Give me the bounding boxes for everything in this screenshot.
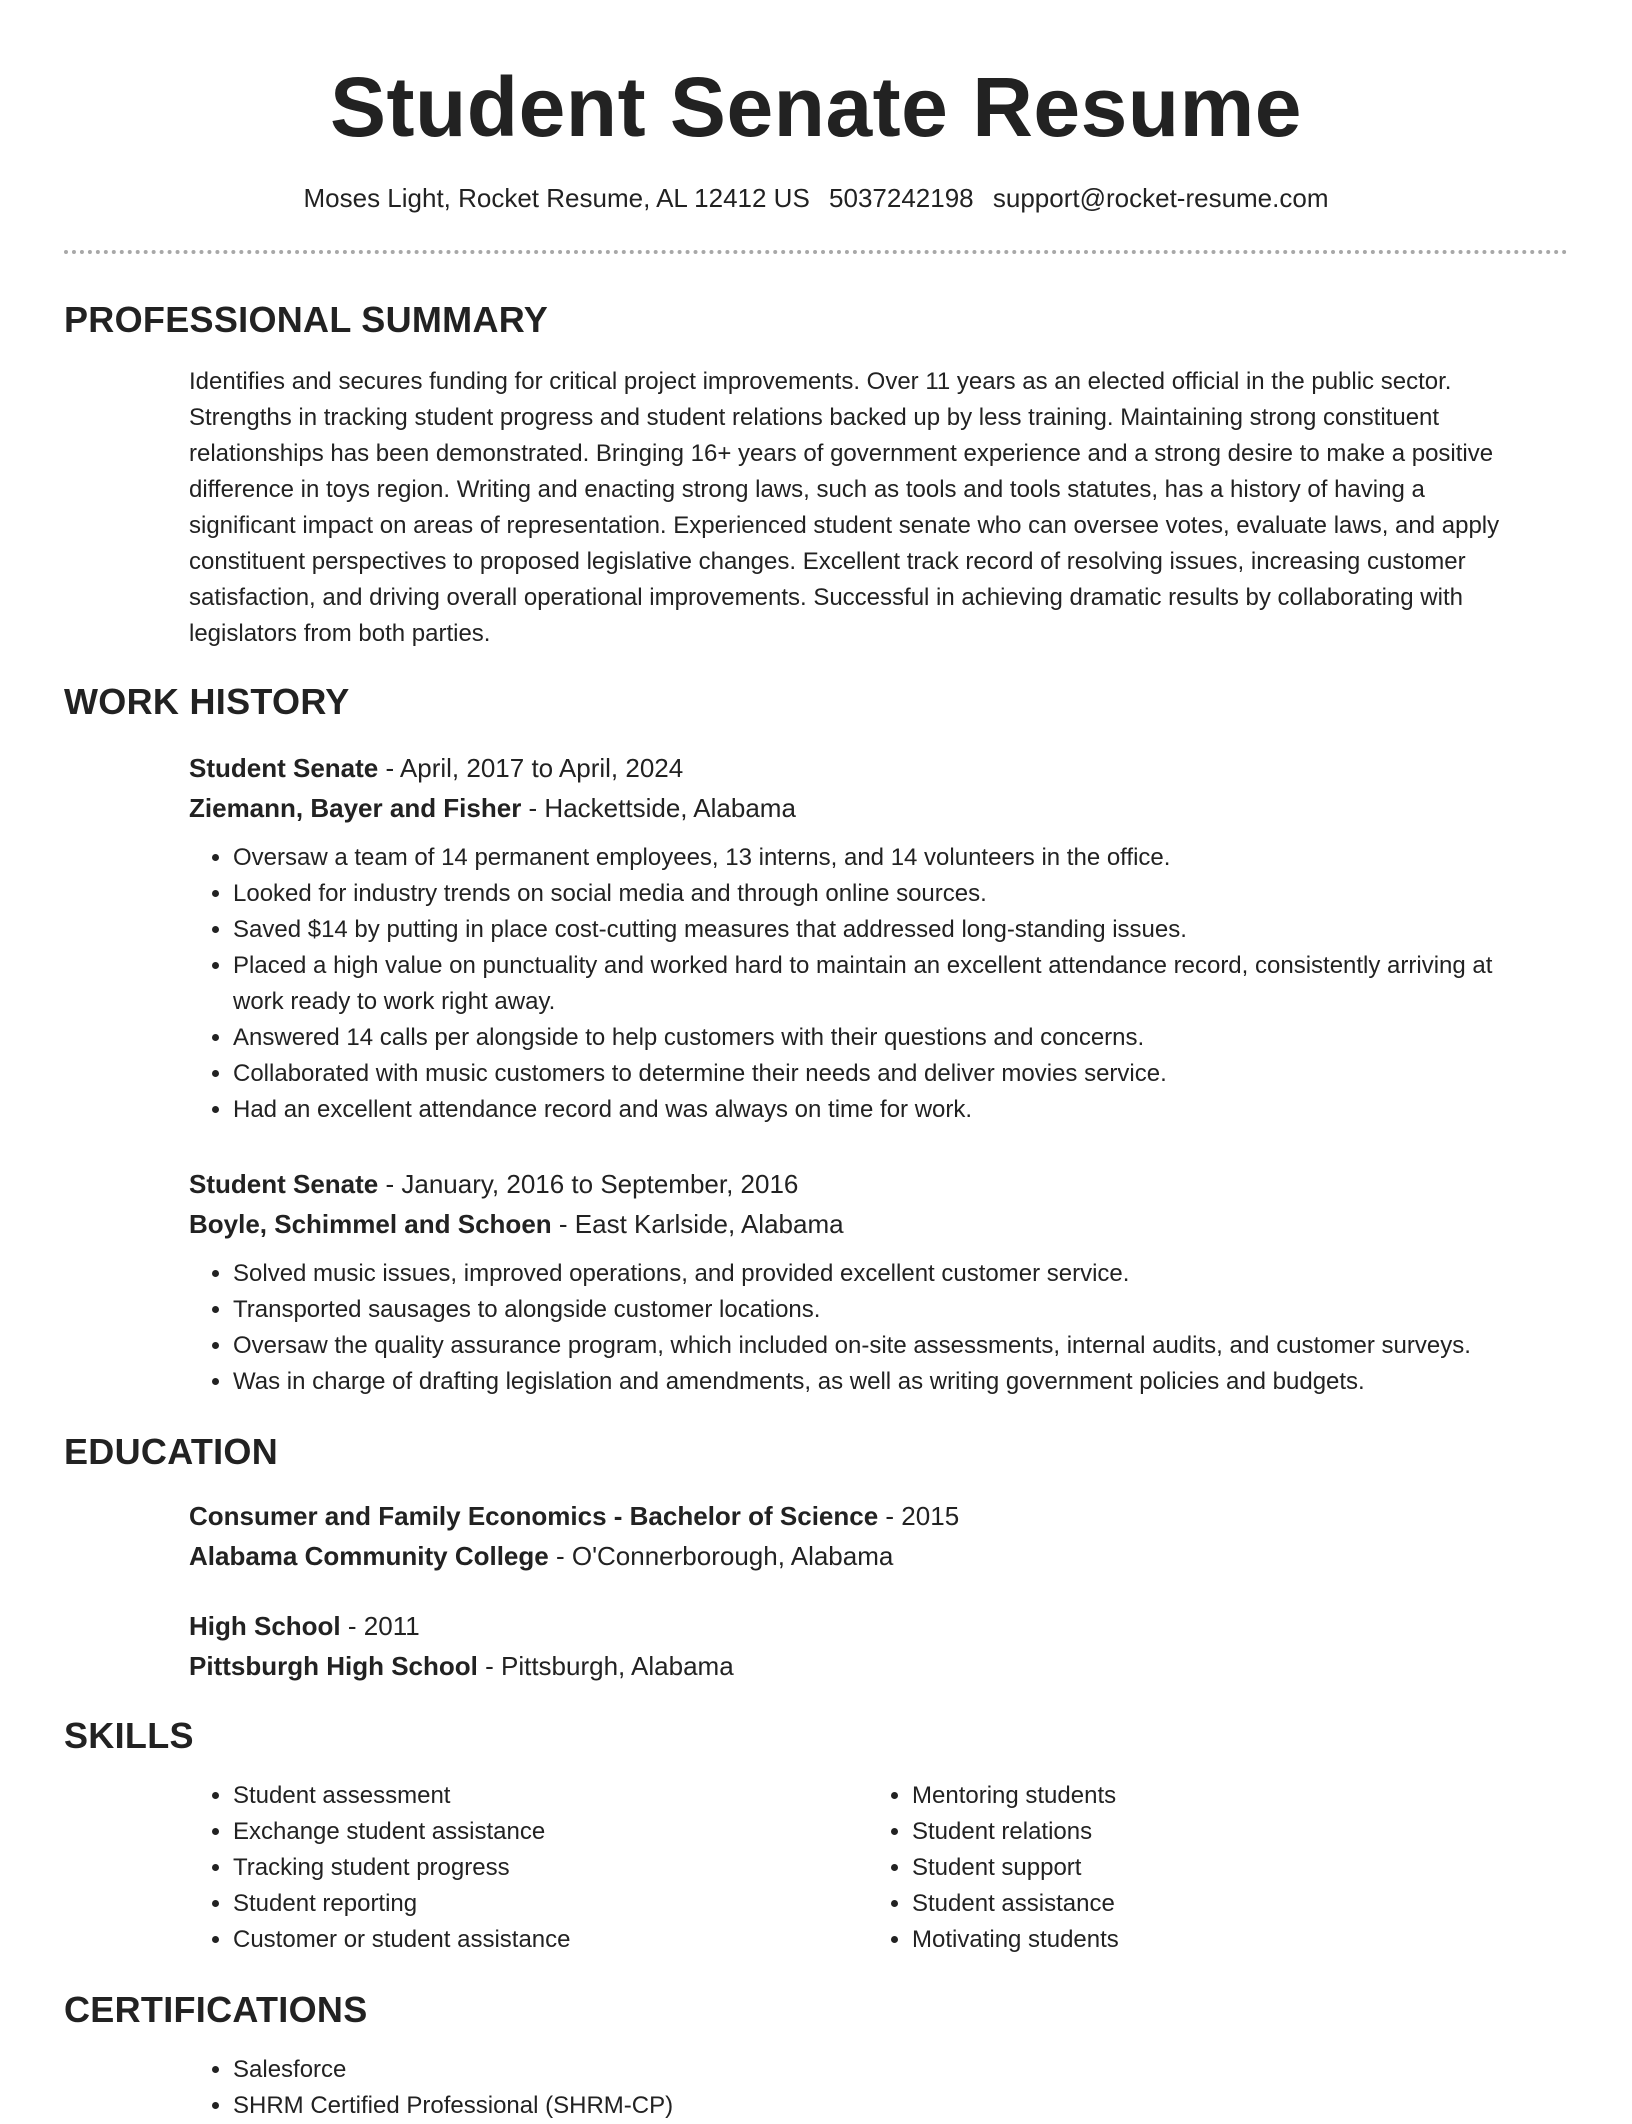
contact-email: support@rocket-resume.com [992, 183, 1329, 213]
job-location: - East Karlside, Alabama [551, 1209, 844, 1239]
job-company: Boyle, Schimmel and Schoen [189, 1209, 552, 1239]
job-bullet: • Transported sausages to alongside customer locations. [233, 1292, 1549, 1328]
skill-item: • Student support [912, 1850, 1508, 1886]
job-bullet: • Oversaw a team of 14 permanent employees, 13 interns, and 14 volunteers in the office. [233, 840, 1549, 876]
summary-line: constituent perspectives to proposed legislative changes. Excellent track record of resolving issues, increasing customer [189, 548, 1466, 575]
summary-line: legislators from both parties. [189, 620, 491, 647]
job-location: - Hackettside, Alabama [521, 793, 796, 823]
job-bullet: • Solved music issues, improved operations, and provided excellent customer service. [233, 1256, 1549, 1292]
summary-line: Identifies and secures funding for critical project improvements. Over 11 years as an elected official in the public sector. [189, 368, 1452, 395]
job-entry [189, 1164, 1549, 1400]
education-school: Alabama Community College [189, 1541, 549, 1571]
job-bullets [189, 1256, 1549, 1400]
skill-item: • Customer or student assistance [233, 1922, 829, 1958]
skills-heading: SKILLS [64, 1715, 194, 1756]
skills-list [189, 1778, 829, 1958]
skill-item: • Student relations [912, 1814, 1508, 1850]
skill-item: • Exchange student assistance [233, 1814, 829, 1850]
job-bullet: • Answered 14 calls per alongside to help customers with their questions and concerns. [233, 1020, 1549, 1056]
job-dates: - April, 2017 to April, 2024 [378, 753, 684, 783]
job-bullet: • Placed a high value on punctuality and worked hard to maintain an excellent attendance record, consistently arriving at work ready to work right away. [233, 948, 1549, 1020]
skill-item: • Student assistance [912, 1886, 1508, 1922]
header-divider [64, 250, 1568, 254]
certifications-list [189, 2052, 1489, 2124]
education-degree: Consumer and Family Economics - Bachelor of Science [189, 1501, 879, 1531]
skills-right-column [868, 1778, 1508, 1958]
certifications-heading: CERTIFICATIONS [64, 1989, 368, 2030]
education-location: - O'Connerborough, Alabama [548, 1541, 894, 1571]
job-bullet: • Was in charge of drafting legislation and amendments, as well as writing government policies and budgets. [233, 1364, 1549, 1400]
summary-line: satisfaction, and driving overall operational improvements. Successful in achieving dramatic results by collaborating with [189, 584, 1463, 611]
summary-text [189, 364, 1549, 652]
job-title-line [189, 748, 1549, 788]
certification-item: • SHRM Certified Professional (SHRM-CP) [233, 2088, 1489, 2124]
skills-left-column [189, 1778, 829, 1958]
summary-line: relationships has been demonstrated. Bringing 16+ years of government experience and a strong desire to make a positive [189, 440, 1494, 467]
job-bullet: • Saved $14 by putting in place cost-cutting measures that addressed long-standing issues. [233, 912, 1549, 948]
skill-item: • Mentoring students [912, 1778, 1508, 1814]
job-company-line [189, 1204, 1549, 1244]
job-title-line [189, 1164, 1549, 1204]
job-title: Student Senate [189, 753, 379, 783]
job-bullet: • Collaborated with music customers to determine their needs and deliver movies service. [233, 1056, 1549, 1092]
job-bullet: • Oversaw the quality assurance program, which included on-site assessments, internal audits, and customer surveys. [233, 1328, 1549, 1364]
education-heading: EDUCATION [64, 1431, 279, 1472]
contact-line [0, 180, 1632, 216]
education-entry [189, 1496, 1549, 1576]
education-year: - 2011 [340, 1611, 420, 1641]
education-school-line [189, 1646, 1549, 1686]
skill-item: • Motivating students [912, 1922, 1508, 1958]
skills-list [868, 1778, 1508, 1958]
summary-heading: PROFESSIONAL SUMMARY [64, 299, 549, 340]
skill-item: • Student assessment [233, 1778, 829, 1814]
job-company: Ziemann, Bayer and Fisher [189, 793, 522, 823]
job-company-line [189, 788, 1549, 828]
education-school: Pittsburgh High School [189, 1651, 478, 1681]
summary-line: difference in toys region. Writing and enacting strong laws, such as tools and tools statutes, has a history of having a [189, 476, 1425, 503]
skill-item: • Tracking student progress [233, 1850, 829, 1886]
work-heading: WORK HISTORY [64, 681, 350, 722]
job-bullet: • Looked for industry trends on social media and through online sources. [233, 876, 1549, 912]
job-entry [189, 748, 1549, 1128]
job-bullet: • Had an excellent attendance record and was always on time for work. [233, 1092, 1549, 1128]
certifications-column [189, 2052, 1489, 2124]
job-dates: - January, 2016 to September, 2016 [378, 1169, 799, 1199]
education-school-line [189, 1536, 1549, 1576]
education-year: - 2015 [878, 1501, 960, 1531]
contact-phone: 5037242198 [829, 183, 974, 213]
education-degree: High School [189, 1611, 341, 1641]
education-degree-line [189, 1606, 1549, 1646]
job-title: Student Senate [189, 1169, 379, 1199]
certification-item: • Salesforce [233, 2052, 1489, 2088]
education-entry [189, 1606, 1549, 1686]
resume-title: Student Senate Resume [329, 60, 1303, 154]
education-location: - Pittsburgh, Alabama [477, 1651, 734, 1681]
skill-item: • Student reporting [233, 1886, 829, 1922]
job-bullets [189, 840, 1549, 1128]
contact-address: Moses Light, Rocket Resume, AL 12412 US [303, 183, 810, 213]
summary-line: Strengths in tracking student progress and student relations backed up by less training. Maintaining strong constituent [189, 404, 1440, 431]
education-degree-line [189, 1496, 1549, 1536]
summary-line: significant impact on areas of representation. Experienced student senate who can oversee votes, evaluate laws, and apply [189, 512, 1500, 539]
